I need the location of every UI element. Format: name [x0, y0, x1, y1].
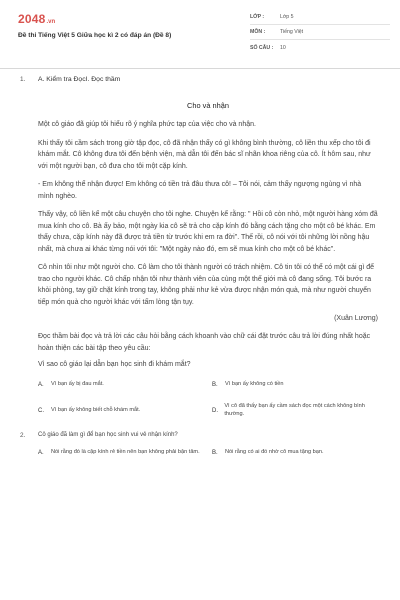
meta-label: MÔN :	[250, 29, 266, 35]
section-title: A. Kiểm tra ĐọcI. Đọc thầm	[38, 76, 121, 83]
option-text: Vì bạn ấy bị đau mắt.	[51, 381, 104, 388]
option-text: Vì bạn ấy không có tiền	[225, 381, 284, 388]
question-2	[0, 432, 400, 462]
option-letter: A.	[38, 382, 44, 388]
option-letter: D.	[212, 408, 218, 414]
header-divider	[0, 68, 400, 69]
story-title: Cho và nhận	[187, 101, 229, 110]
story-paragraph: Thấy vậy, cô liền kể một câu chuyện cho tôi nghe. Chuyện kể rằng: " Hồi cô còn nhỏ, một người hàng xóm đã mua kính cho cô. Bà ấy bảo, một ngày kia cô sẽ trả cho cặp kính đó bằng cách tặng cho một cô bé khác. Em thấy chưa, cặp kính này đã được trả tiền từ trước khi em ra đời". Thế rồi, cô nói với tôi những lời nồng hậu nhất, mà chưa ai khác từng nói với tôi: "Một ngày nào đó, em sẽ mua kính cho một cô bé khác".	[38, 211, 378, 253]
option-letter: A.	[38, 450, 44, 456]
option-b[interactable]	[212, 444, 378, 462]
story-author: (Xuân Lương)	[334, 315, 378, 322]
option-c[interactable]	[38, 402, 204, 420]
option-letter: B.	[212, 382, 218, 388]
answer-options	[38, 444, 378, 462]
meta-label: LỚP :	[250, 14, 265, 20]
exam-title: Đề thi Tiếng Việt 5 Giữa học kì 2 có đáp án (Đề 8)	[18, 32, 172, 39]
meta-value: 10	[280, 44, 286, 51]
question-number: 1.	[20, 76, 26, 83]
instruction-text: Đọc thầm bài đọc và trả lời các câu hỏi bằng cách khoanh vào chữ cái đặt trước câu trả lời đúng nhất hoặc hoàn thiện các bài tập theo yêu cầu:	[38, 333, 371, 352]
meta-value: Lớp 5	[280, 14, 294, 20]
question-text: Vì sao cô giáo lại dẫn bạn học sinh đi khám mắt?	[38, 361, 191, 368]
logo-text: 2048	[18, 12, 46, 26]
question-body	[38, 76, 378, 420]
logo-suffix: .vn	[46, 19, 56, 25]
meta-value: Tiếng Việt	[280, 29, 304, 35]
option-b[interactable]	[212, 376, 378, 394]
option-a[interactable]	[38, 376, 204, 394]
exam-meta-table	[250, 10, 390, 55]
option-a[interactable]	[38, 444, 204, 462]
meta-row-subject	[250, 25, 390, 40]
meta-row-question-count	[250, 40, 390, 55]
option-text: Nói rằng có ai đó nhờ cô mua tặng bạn.	[225, 449, 324, 456]
question-number: 2.	[20, 432, 26, 439]
option-letter: C.	[38, 408, 44, 414]
meta-row-grade	[250, 10, 390, 25]
question-body	[38, 432, 378, 462]
story-paragraph: Một cô giáo đã giúp tôi hiểu rõ ý nghĩa phức tạp của việc cho và nhận.	[38, 121, 256, 128]
story-paragraph: Khi thấy tôi cầm sách trong giờ tập đọc, cô đã nhận thấy có gì không bình thường, cô liền thu xếp cho tôi đi khám mắt. Cô không đưa tôi đến bệnh viện, mà dẫn tôi đến bác sĩ nhãn khoa riêng của cô. Ít hôm sau, như với một người bạn, cô đưa cho tôi một cặp kính.	[38, 139, 371, 170]
meta-label: SỐ CÂU :	[250, 44, 274, 51]
answer-options	[38, 376, 378, 420]
page-header	[0, 0, 400, 68]
option-text: Vì cô đã thấy bạn ấy cầm sách đọc một cách không bình thường.	[224, 403, 365, 417]
option-text: Vì bạn ấy không biết chỗ khám mắt.	[51, 407, 141, 414]
option-d[interactable]	[212, 402, 378, 420]
option-text: Nói rằng đó là cặp kính rẻ tiền nên bạn không phải bận tâm.	[51, 449, 200, 456]
story-paragraph: Cô nhìn tôi như một người cho. Cô làm cho tôi thành người có trách nhiệm. Cô tin tôi có thể có một cái gì để trao cho người khác. Cô chấp nhận tôi như thành viên của cùng một thế giới mà cô đang sống. Tôi bước ra khỏi phòng, tay giữ chặt kính trong tay, không phải như kẻ vừa được nhận món quà, mà như người chuyển tiếp món quà cho người khác với tấm lòng tận tụy.	[38, 264, 375, 306]
option-letter: B.	[212, 450, 218, 456]
story-paragraph: - Em không thể nhận được! Em không có tiền trả đâu thưa cô! – Tôi nói, cảm thấy ngượng ngùng vì nhà mình nghèo.	[38, 181, 362, 200]
question-1	[0, 76, 400, 420]
question-text: Cô giáo đã làm gì để bạn học sinh vui vẻ nhận kính?	[38, 432, 178, 438]
exam-content	[0, 76, 400, 462]
